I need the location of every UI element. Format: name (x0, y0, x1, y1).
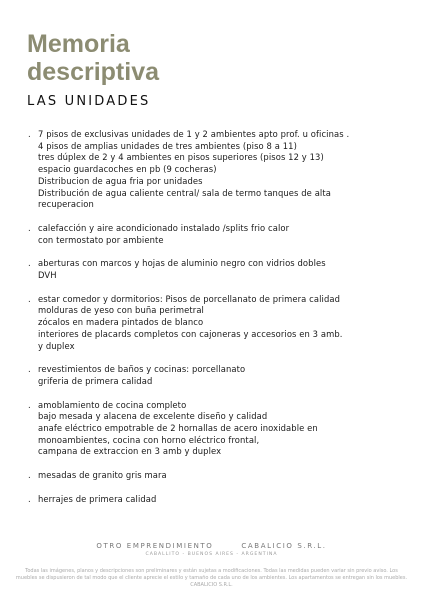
bullet-dot: . (28, 470, 31, 481)
section-line: . revestimientos de baños y cocinas: porcellanato (28, 364, 246, 375)
section-line: espacio guardacoches en pb (9 cocheras) (38, 164, 217, 175)
section-line: . estar comedor y dormitorios: Pisos de porcellanato de primera calidad (28, 293, 341, 304)
section-line: anafe eléctrico empotrable de 2 hornallas de acero inoxidable en (38, 423, 318, 434)
section-line: Distribución de agua caliente central/ sala de termo tanques de alta (38, 187, 331, 198)
section-line: zócalos en madera pintados de blanco (38, 317, 204, 328)
section-climate (28, 223, 420, 246)
footer-location: CABALLITO - BUENOS AIRES - ARGENTINA (145, 552, 278, 557)
page-title (27, 30, 159, 86)
section-line: . mesadas de granito gris mara (28, 470, 167, 481)
footer-brand-left: OTRO EMPRENDIMIENTO (96, 542, 214, 550)
section-line: . aberturas con marcos y hojas de aluminio negro con vidrios dobles (28, 258, 326, 269)
section-kitchen-furniture (28, 400, 420, 459)
section-line: DVH (38, 270, 57, 281)
section-line: . 7 pisos de exclusivas unidades de 1 y 2 ambientes apto prof. u oficinas . (28, 129, 350, 139)
bullet-dot: . (28, 364, 31, 375)
section-line: monoambientes, cocina con horno eléctrico frontal, (38, 434, 260, 445)
section-subtitle: LAS UNIDADES (27, 94, 151, 109)
section-building (28, 129, 420, 211)
footer-brand (0, 542, 423, 550)
units-description (28, 129, 420, 518)
section-line: y duplex (38, 340, 75, 351)
section-line: 4 pisos de amplias unidades de tres ambientes (piso 8 a 11) (38, 140, 297, 151)
section-line: molduras de yeso con buña perimetral (38, 305, 204, 316)
section-hardware (28, 494, 420, 506)
section-line: bajo mesada y alacena de excelente diseño y calidad (38, 411, 268, 422)
section-line: . calefacción y aire acondicionado instalado /splits frio calor (28, 222, 290, 233)
section-openings (28, 258, 420, 281)
bullet-dot: . (28, 222, 31, 233)
section-line: campana de extraccion en 3 amb y duplex (38, 446, 222, 457)
bullet-dot: . (28, 399, 31, 410)
section-line: . amoblamiento de cocina completo (28, 399, 187, 410)
section-line: interiores de placards completos con cajoneras y accesorios en 3 amb. (38, 328, 343, 339)
title-line-1: Memoria (27, 30, 130, 58)
section-living-bedrooms (28, 294, 420, 353)
footer-brand-right: CABALICIO S.R.L. (241, 542, 327, 550)
section-line: recuperacion (38, 199, 94, 210)
section-line: con termostato por ambiente (38, 234, 164, 245)
section-line: Distribucion de agua fria por unidades (38, 175, 203, 186)
section-line: tres dúplex de 2 y 4 ambientes en pisos superiores (pisos 12 y 13) (38, 152, 324, 163)
title-line-2: descriptiva (27, 58, 160, 86)
section-line: griferia de primera calidad (38, 375, 153, 386)
bullet-dot: . (28, 258, 31, 269)
section-bath-kitchen-finishes (28, 364, 420, 387)
footer-disclaimer: Todas las imágenes, planos y descripciones son preliminares y están sujetas a modificaciones. Todas las medidas pueden variar sin previo aviso. Los muebles se dispusieron de tal modo que el cliente aprecie el estilo y tamaño de cada uno de los ambientes. Los apartamentos se entregan sin los muebles. CABALICIO S.R.L. (15, 568, 408, 588)
bullet-dot: . (28, 493, 31, 504)
section-line: . herrajes de primera calidad (28, 493, 157, 504)
bullet-dot: . (28, 129, 31, 139)
bullet-dot: . (28, 293, 31, 304)
section-countertops (28, 470, 420, 482)
